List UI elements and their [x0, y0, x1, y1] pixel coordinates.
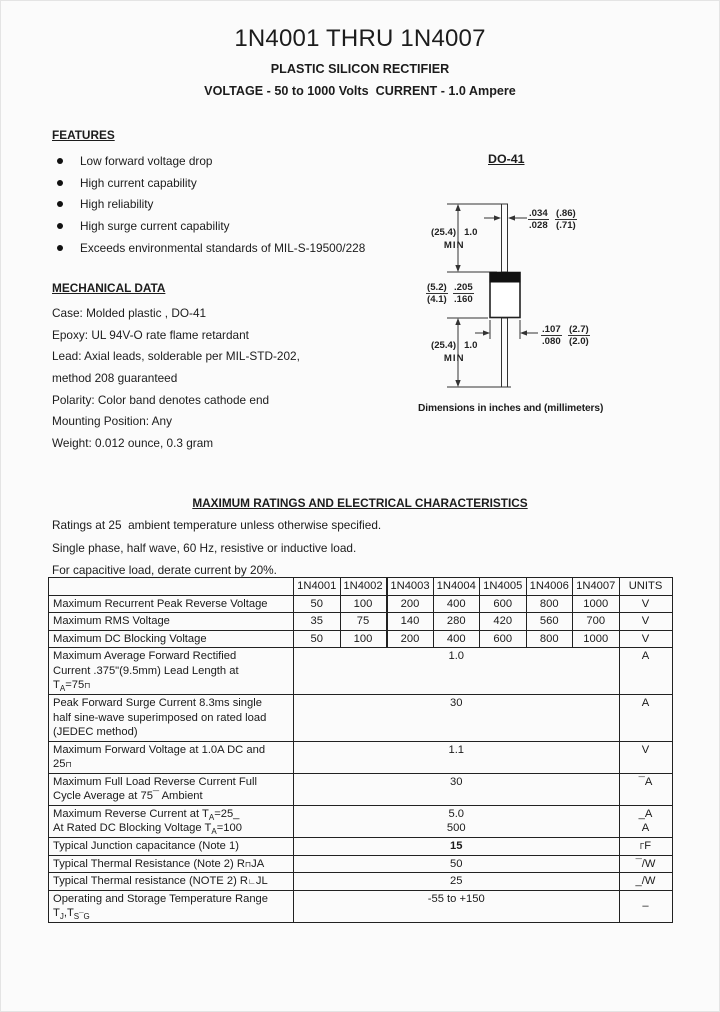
feature-text: Exceeds environmental standards of MIL-S-19500/228	[80, 241, 366, 256]
mechanical-data-section	[52, 281, 412, 454]
rating-value: 35	[294, 613, 341, 631]
diode-body	[490, 273, 520, 318]
rating-value: 25	[294, 873, 620, 891]
unit-cell: ГF	[619, 838, 672, 856]
ratings-note: Single phase, half wave, 60 Hz, resistive or inductive load.	[52, 540, 357, 555]
table-row	[49, 805, 673, 837]
page-title: 1N4001 THRU 1N4007	[234, 25, 486, 52]
ratings-section-heading: MAXIMUM RATINGS AND ELECTRICAL CHARACTERISTICS	[192, 496, 528, 510]
unit-cell: –	[619, 890, 672, 922]
rating-value: 50	[294, 595, 341, 613]
ratings-table	[48, 577, 673, 923]
dim-body-length-inches: $\frac{.205}{.160}$	[454, 282, 473, 305]
unit-cell: V	[619, 741, 672, 773]
mechanical-line: method 208 guaranteed	[52, 370, 178, 385]
dim-lead-diameter-inches: $\frac{.034}{.028}$	[529, 208, 548, 231]
page-subtitle: PLASTIC SILICON RECTIFIER	[270, 62, 450, 76]
rating-value: 50	[294, 855, 620, 873]
unit-cell: _A A	[619, 805, 672, 837]
rating-value: 600	[480, 630, 527, 648]
rating-value: 400	[433, 595, 480, 613]
row-label: Maximum Recurrent Peak Reverse Voltage	[49, 595, 294, 613]
row-label: Typical Thermal resistance (NOTE 2) R∟JL	[49, 873, 294, 891]
rating-value: 30	[294, 694, 620, 741]
rating-value: 1.0	[294, 648, 620, 695]
column-header-1n4006: 1N4006	[526, 578, 573, 596]
unit-cell: V	[619, 613, 672, 631]
column-header-1n4002: 1N4002	[340, 578, 387, 596]
table-row	[49, 630, 673, 648]
rating-value: 200	[387, 630, 434, 648]
table-row	[49, 613, 673, 631]
mechanical-line: Weight: 0.012 ounce, 0.3 gram	[52, 435, 214, 450]
dim-lead-diameter-mm: $\frac{(.86)}{(.71)}$	[556, 208, 576, 231]
rating-value: 1.1	[294, 741, 620, 773]
row-label: Maximum Full Load Reverse Current Full Cycle Average at 75¯ Ambient	[49, 773, 294, 805]
feature-item	[52, 215, 392, 237]
column-header-1n4003: 1N4003	[387, 578, 434, 596]
table-row	[49, 741, 673, 773]
bullet-icon	[57, 245, 63, 251]
unit-cell: V	[619, 630, 672, 648]
bullet-icon	[57, 158, 63, 164]
rating-value: 600	[480, 595, 527, 613]
column-header-1n4004: 1N4004	[433, 578, 480, 596]
feature-item	[52, 150, 392, 172]
row-label: Maximum RMS Voltage	[49, 613, 294, 631]
row-label: Peak Forward Surge Current 8.3ms single half sine-wave superimposed on rated load (JEDEC method)	[49, 694, 294, 741]
dim-body-diameter-mm: $\frac{(2.7)}{(2.0)}$	[569, 324, 589, 347]
bullet-icon	[57, 180, 63, 186]
dim-body-length-mm: $\frac{(5.2)}{(4.1)}$	[427, 282, 447, 305]
rating-value: 420	[480, 613, 527, 631]
ratings-note: For capacitive load, derate current by 20%.	[52, 562, 277, 577]
feature-text: High current capability	[80, 175, 197, 190]
feature-item	[52, 237, 392, 259]
units-header: UNITS	[619, 578, 672, 596]
rating-value: 400	[433, 630, 480, 648]
bullet-icon	[57, 201, 63, 207]
package-outline-drawing	[405, 188, 640, 400]
row-label: Typical Thermal Resistance (Note 2) R⊓JA	[49, 855, 294, 873]
ratings-table-wrap	[48, 577, 673, 923]
features-heading: FEATURES	[52, 128, 115, 142]
bullet-icon	[57, 223, 63, 229]
table-header-row	[49, 578, 673, 596]
rating-value: 800	[526, 630, 573, 648]
table-row	[49, 694, 673, 741]
rating-value: -55 to +150	[294, 890, 620, 922]
row-label: Operating and Storage Temperature Range $T_J,T_{S¯G}$	[49, 890, 294, 922]
row-label: Maximum Reverse Current at $T_A=25\_$ At Rated DC Blocking Voltage $T_A=100$	[49, 805, 294, 837]
rating-value: 280	[433, 613, 480, 631]
rating-value: 50	[294, 630, 341, 648]
column-header-1n4001: 1N4001	[294, 578, 341, 596]
table-row	[49, 890, 673, 922]
rating-value: 560	[526, 613, 573, 631]
voltage-current-line: VOLTAGE - 50 to 1000 Volts CURRENT - 1.0 Ampere	[204, 84, 516, 98]
unit-cell: V	[619, 595, 672, 613]
rating-value: 140	[387, 613, 434, 631]
mechanical-line: Lead: Axial leads, solderable per MIL-STD-202,	[52, 349, 300, 364]
row-label: Maximum Forward Voltage at 1.0A DC and 25⊓	[49, 741, 294, 773]
feature-text: High surge current capability	[80, 219, 230, 234]
feature-text: Low forward voltage drop	[80, 153, 213, 168]
ratings-note: Ratings at 25 ambient temperature unless otherwise specified.	[52, 518, 382, 533]
dimensions-caption: Dimensions in inches and (millimeters)	[418, 403, 604, 414]
mechanical-line: Polarity: Color band denotes cathode end	[52, 392, 270, 407]
rating-value: 30	[294, 773, 620, 805]
corner-cell	[49, 578, 294, 596]
rating-value: 100	[340, 630, 387, 648]
mechanical-data-list	[52, 302, 412, 454]
features-list	[52, 150, 392, 259]
unit-cell: ¯A	[619, 773, 672, 805]
rating-value: 15	[294, 838, 620, 856]
feature-text: High reliability	[80, 197, 154, 212]
row-label: Maximum Average Forward Rectified Current .375"(9.5mm) Lead Length at $T_A=75⊓$	[49, 648, 294, 695]
rating-value: 5.0 500	[294, 805, 620, 837]
rating-value: 800	[526, 595, 573, 613]
mechanical-line: Mounting Position: Any	[52, 414, 173, 429]
rating-value: 1000	[573, 630, 620, 648]
mechanical-line: Case: Molded plastic , DO-41	[52, 305, 207, 320]
package-name-label: DO-41	[488, 152, 525, 166]
table-row	[49, 648, 673, 695]
mechanical-data-heading: MECHANICAL DATA	[52, 281, 166, 295]
dim-lead-length-top: (25.4) 1.0 MIN	[431, 227, 478, 251]
rating-value: 1000	[573, 595, 620, 613]
table-row	[49, 773, 673, 805]
table-row	[49, 873, 673, 891]
ratings-notes	[52, 514, 552, 581]
mechanical-line: Epoxy: UL 94V-O rate flame retardant	[52, 327, 249, 342]
cathode-band	[490, 273, 520, 283]
table-row	[49, 595, 673, 613]
feature-item	[52, 172, 392, 194]
features-section	[52, 128, 392, 259]
rating-value: 200	[387, 595, 434, 613]
rating-value: 75	[340, 613, 387, 631]
table-row	[49, 838, 673, 856]
unit-cell: A	[619, 694, 672, 741]
column-header-1n4005: 1N4005	[480, 578, 527, 596]
unit-cell: A	[619, 648, 672, 695]
column-header-1n4007: 1N4007	[573, 578, 620, 596]
unit-cell: _/W	[619, 873, 672, 891]
feature-item	[52, 194, 392, 216]
row-label: Typical Junction capacitance (Note 1)	[49, 838, 294, 856]
rating-value: 700	[573, 613, 620, 631]
table-row	[49, 855, 673, 873]
unit-cell: ¯/W	[619, 855, 672, 873]
dim-lead-length-bottom: (25.4) 1.0 MIN	[431, 340, 478, 364]
dim-body-diameter-inches: $\frac{.107}{.080}$	[542, 324, 561, 347]
rating-value: 100	[340, 595, 387, 613]
row-label: Maximum DC Blocking Voltage	[49, 630, 294, 648]
